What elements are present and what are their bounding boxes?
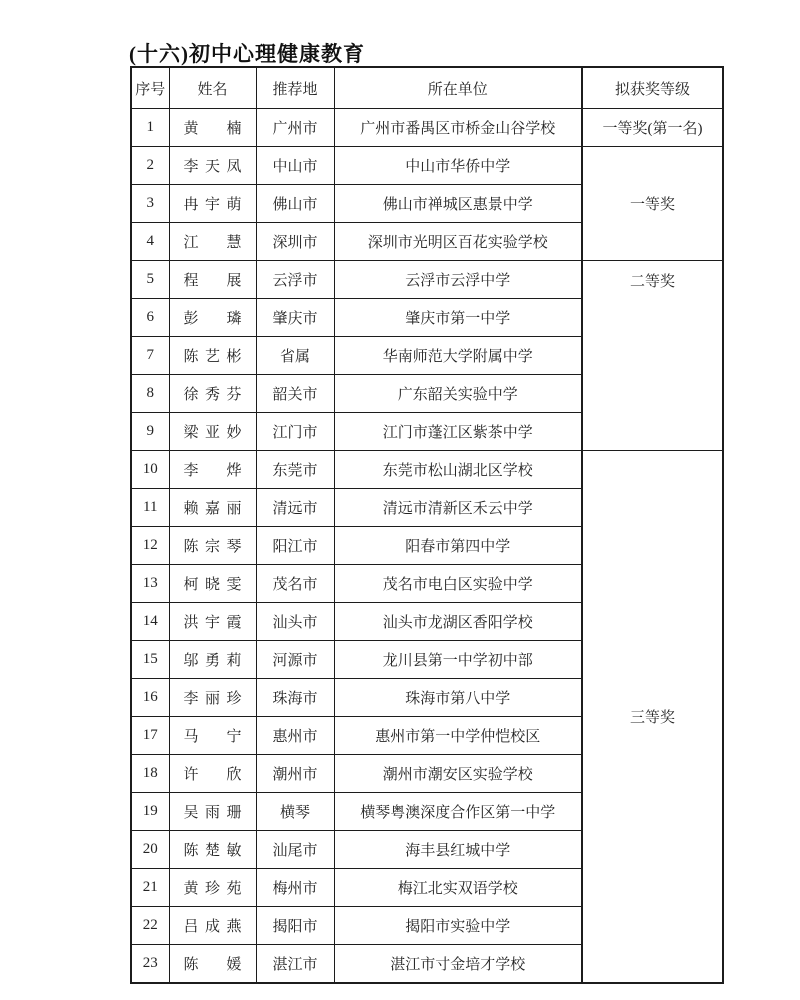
row-number-cell: 12 xyxy=(131,527,169,565)
unit-cell: 梅江北实双语学校 xyxy=(334,869,582,907)
row-number-cell: 14 xyxy=(131,603,169,641)
row-number-cell: 19 xyxy=(131,793,169,831)
place-cell: 湛江市 xyxy=(256,945,334,984)
person-name: 陈艺彬 xyxy=(183,349,242,365)
name-cell xyxy=(169,755,256,793)
row-number-cell: 7 xyxy=(131,337,169,375)
award-cell: 一等奖(第一名) xyxy=(582,109,723,147)
place-cell: 广州市 xyxy=(256,109,334,147)
unit-cell: 深圳市光明区百花实验学校 xyxy=(334,223,582,261)
unit-cell: 云浮市云浮中学 xyxy=(334,261,582,299)
row-number-cell: 5 xyxy=(131,261,169,299)
unit-cell: 东莞市松山湖北区学校 xyxy=(334,451,582,489)
name-cell xyxy=(169,489,256,527)
row-number-cell: 13 xyxy=(131,565,169,603)
place-cell: 中山市 xyxy=(256,147,334,185)
row-number-cell: 8 xyxy=(131,375,169,413)
person-name: 李丽珍 xyxy=(183,691,242,707)
person-name: 冉宇萌 xyxy=(183,197,242,213)
place-cell: 云浮市 xyxy=(256,261,334,299)
table-row xyxy=(131,147,723,185)
name-cell xyxy=(169,451,256,489)
name-cell xyxy=(169,793,256,831)
name-cell xyxy=(169,869,256,907)
column-header: 所在单位 xyxy=(334,67,582,109)
name-cell xyxy=(169,109,256,147)
person-name: 柯晓雯 xyxy=(183,577,242,593)
row-number-cell: 23 xyxy=(131,945,169,984)
name-cell xyxy=(169,907,256,945)
unit-cell: 汕头市龙湖区香阳学校 xyxy=(334,603,582,641)
unit-cell: 潮州市潮安区实验学校 xyxy=(334,755,582,793)
name-cell xyxy=(169,527,256,565)
row-number-cell: 11 xyxy=(131,489,169,527)
place-cell: 横琴 xyxy=(256,793,334,831)
unit-cell: 佛山市禅城区惠景中学 xyxy=(334,185,582,223)
unit-cell: 广东韶关实验中学 xyxy=(334,375,582,413)
section-title: (十六)初中心理健康教育 xyxy=(129,42,365,66)
person-name: 陈宗琴 xyxy=(183,539,242,555)
table-row xyxy=(131,261,723,299)
name-cell xyxy=(169,147,256,185)
place-cell: 阳江市 xyxy=(256,527,334,565)
row-number-cell: 9 xyxy=(131,413,169,451)
person-name: 彭璘 xyxy=(183,311,242,327)
person-name: 李烨 xyxy=(183,463,242,479)
unit-cell: 阳春市第四中学 xyxy=(334,527,582,565)
table-row xyxy=(131,109,723,147)
name-cell xyxy=(169,831,256,869)
place-cell: 河源市 xyxy=(256,641,334,679)
place-cell: 韶关市 xyxy=(256,375,334,413)
name-cell xyxy=(169,679,256,717)
row-number-cell: 17 xyxy=(131,717,169,755)
unit-cell: 珠海市第八中学 xyxy=(334,679,582,717)
person-name: 江慧 xyxy=(183,235,242,251)
row-number-cell: 1 xyxy=(131,109,169,147)
unit-cell: 横琴粤澳深度合作区第一中学 xyxy=(334,793,582,831)
row-number-cell: 20 xyxy=(131,831,169,869)
place-cell: 清远市 xyxy=(256,489,334,527)
row-number-cell: 6 xyxy=(131,299,169,337)
unit-cell: 清远市清新区禾云中学 xyxy=(334,489,582,527)
name-cell xyxy=(169,413,256,451)
unit-cell: 广州市番禺区市桥金山谷学校 xyxy=(334,109,582,147)
unit-cell: 海丰县红城中学 xyxy=(334,831,582,869)
person-name: 李天凤 xyxy=(183,159,242,175)
person-name: 黄珍苑 xyxy=(183,881,242,897)
person-name: 陈媛 xyxy=(183,957,242,973)
unit-cell: 江门市蓬江区紫茶中学 xyxy=(334,413,582,451)
table-header-row xyxy=(131,67,723,109)
person-name: 吴雨珊 xyxy=(183,805,242,821)
column-header: 推荐地 xyxy=(256,67,334,109)
name-cell xyxy=(169,603,256,641)
unit-cell: 中山市华侨中学 xyxy=(334,147,582,185)
name-cell xyxy=(169,565,256,603)
row-number-cell: 16 xyxy=(131,679,169,717)
name-cell xyxy=(169,717,256,755)
person-name: 梁亚妙 xyxy=(183,425,242,441)
row-number-cell: 10 xyxy=(131,451,169,489)
person-name: 徐秀芬 xyxy=(183,387,242,403)
place-cell: 珠海市 xyxy=(256,679,334,717)
name-cell xyxy=(169,261,256,299)
person-name: 洪宇霞 xyxy=(183,615,242,631)
person-name: 程展 xyxy=(183,273,242,289)
place-cell: 揭阳市 xyxy=(256,907,334,945)
person-name: 陈楚敏 xyxy=(183,843,242,859)
row-number-cell: 4 xyxy=(131,223,169,261)
person-name: 邬勇莉 xyxy=(183,653,242,669)
place-cell: 东莞市 xyxy=(256,451,334,489)
place-cell: 肇庆市 xyxy=(256,299,334,337)
table-row xyxy=(131,451,723,489)
name-cell xyxy=(169,337,256,375)
unit-cell: 湛江市寸金培才学校 xyxy=(334,945,582,984)
unit-cell: 揭阳市实验中学 xyxy=(334,907,582,945)
person-name: 许欣 xyxy=(183,767,242,783)
award-cell: 二等奖 xyxy=(582,261,723,451)
name-cell xyxy=(169,185,256,223)
row-number-cell: 18 xyxy=(131,755,169,793)
row-number-cell: 22 xyxy=(131,907,169,945)
place-cell: 佛山市 xyxy=(256,185,334,223)
unit-cell: 华南师范大学附属中学 xyxy=(334,337,582,375)
row-number-cell: 3 xyxy=(131,185,169,223)
place-cell: 茂名市 xyxy=(256,565,334,603)
name-cell xyxy=(169,223,256,261)
column-header: 姓名 xyxy=(169,67,256,109)
place-cell: 惠州市 xyxy=(256,717,334,755)
column-header: 拟获奖等级 xyxy=(582,67,723,109)
unit-cell: 茂名市电白区实验中学 xyxy=(334,565,582,603)
person-name: 黄楠 xyxy=(183,121,242,137)
column-header: 序号 xyxy=(131,67,169,109)
person-name: 赖嘉丽 xyxy=(183,501,242,517)
name-cell xyxy=(169,641,256,679)
unit-cell: 惠州市第一中学仲恺校区 xyxy=(334,717,582,755)
award-cell: 一等奖 xyxy=(582,147,723,261)
award-table xyxy=(130,66,724,984)
row-number-cell: 21 xyxy=(131,869,169,907)
name-cell xyxy=(169,299,256,337)
person-name: 吕成燕 xyxy=(183,919,242,935)
unit-cell: 龙川县第一中学初中部 xyxy=(334,641,582,679)
place-cell: 汕头市 xyxy=(256,603,334,641)
row-number-cell: 2 xyxy=(131,147,169,185)
unit-cell: 肇庆市第一中学 xyxy=(334,299,582,337)
place-cell: 潮州市 xyxy=(256,755,334,793)
place-cell: 深圳市 xyxy=(256,223,334,261)
name-cell xyxy=(169,375,256,413)
award-cell: 三等奖 xyxy=(582,451,723,984)
name-cell xyxy=(169,945,256,984)
place-cell: 江门市 xyxy=(256,413,334,451)
row-number-cell: 15 xyxy=(131,641,169,679)
place-cell: 梅州市 xyxy=(256,869,334,907)
place-cell: 省属 xyxy=(256,337,334,375)
person-name: 马宁 xyxy=(183,729,242,745)
place-cell: 汕尾市 xyxy=(256,831,334,869)
